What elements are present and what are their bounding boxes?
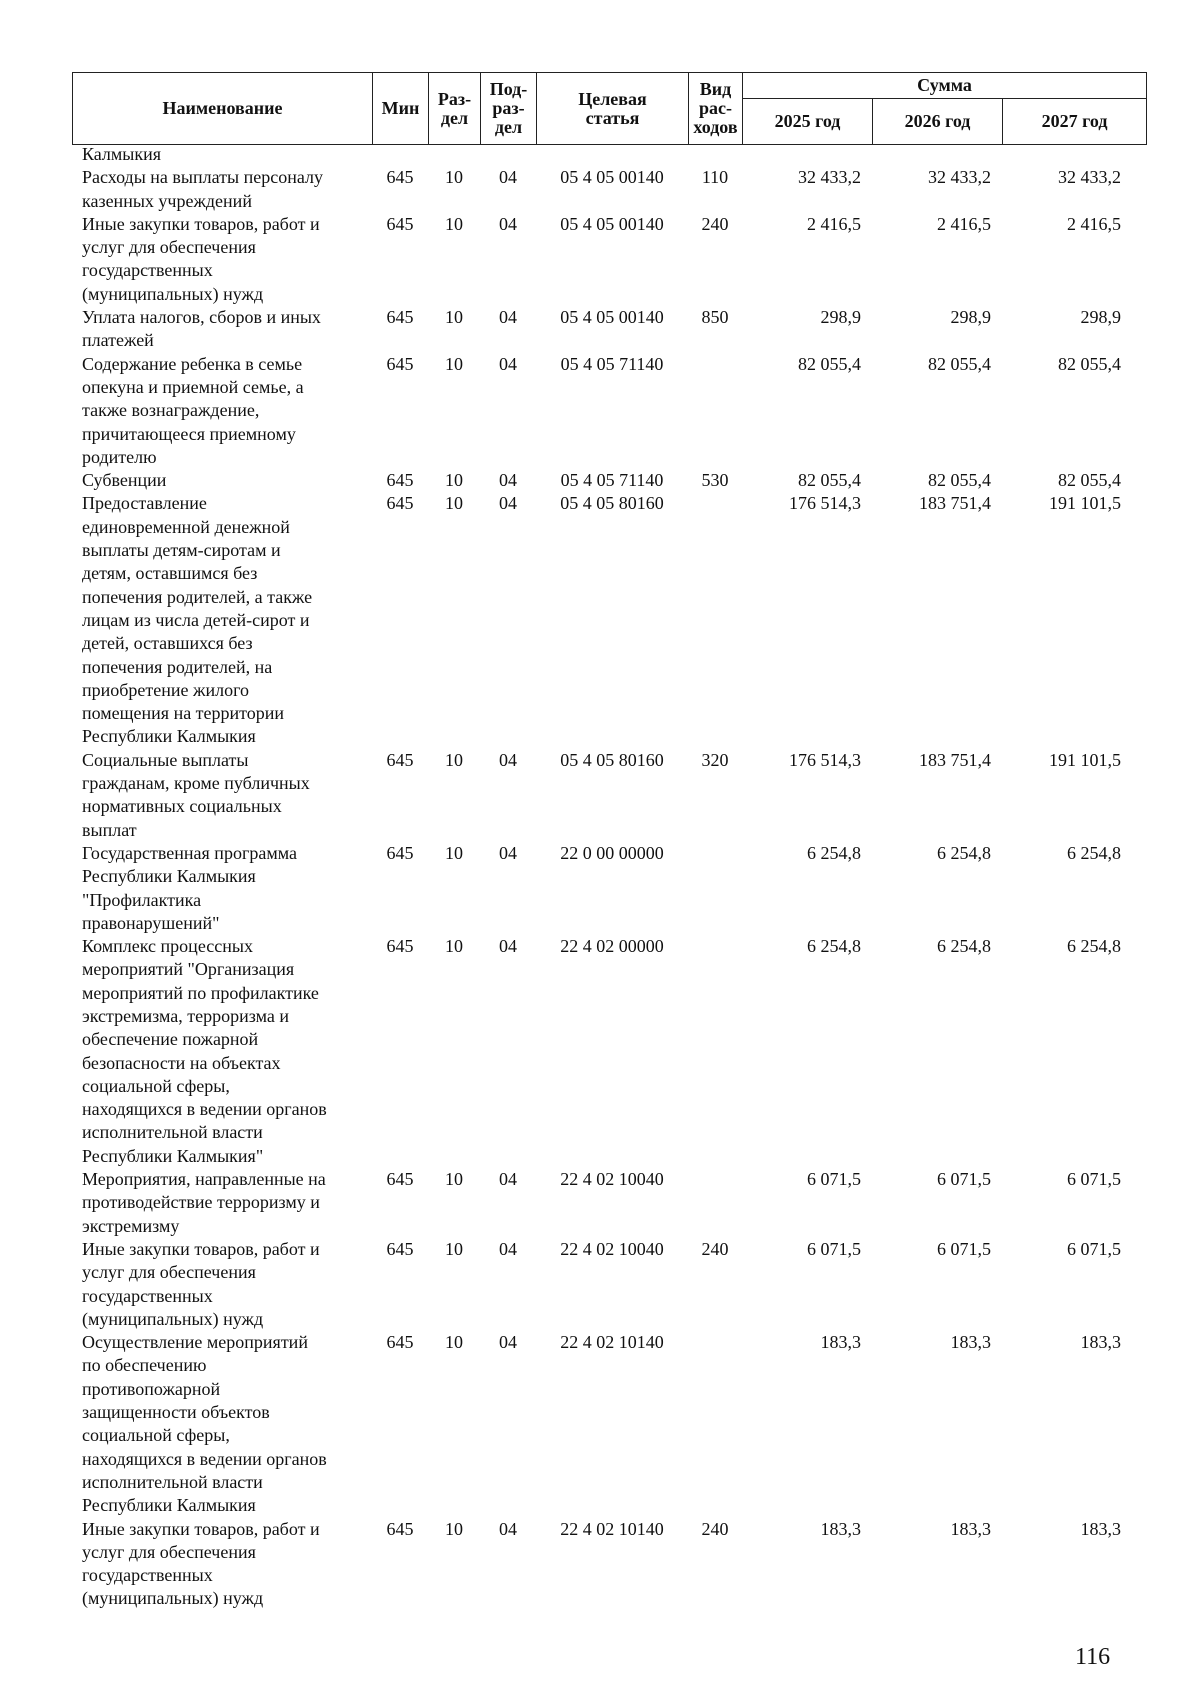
table-body bbox=[72, 143, 1146, 1611]
sum-2027-cell: 298,9 bbox=[1080, 307, 1121, 328]
sum-2027-cell: 6 254,8 bbox=[1067, 936, 1121, 957]
podrazdel-cell: 04 bbox=[499, 470, 517, 491]
sum-2025-cell: 6 071,5 bbox=[807, 1169, 861, 1190]
header-razdel-line: Раз- bbox=[437, 88, 472, 109]
name-cell bbox=[72, 469, 372, 492]
name-line: приобретение жилого bbox=[82, 679, 250, 700]
name-cell bbox=[72, 492, 372, 748]
sum-2025-cell: 176 514,3 bbox=[789, 493, 861, 514]
razdel-cell: 10 bbox=[445, 1169, 463, 1190]
sum-2026-cell: 6 254,8 bbox=[937, 842, 991, 863]
name-line: казенных учреждений bbox=[82, 190, 252, 211]
header-year-2025: 2025 год bbox=[743, 99, 873, 145]
razdel-cell: 10 bbox=[445, 842, 463, 863]
razdel-cell: 10 bbox=[445, 213, 463, 234]
name-line: противопожарной bbox=[82, 1378, 221, 1399]
min-cell: 645 bbox=[386, 936, 414, 957]
name-line: государственных bbox=[82, 1565, 213, 1586]
name-line: также вознаграждение, bbox=[82, 400, 260, 421]
sum-2027-cell: 82 055,4 bbox=[1058, 470, 1121, 491]
header-summa: Сумма bbox=[743, 73, 1147, 99]
cel-statya-cell: 22 4 02 10040 bbox=[560, 1238, 664, 1259]
name-line: по обеспечению bbox=[82, 1355, 207, 1376]
cel-statya-cell: 05 4 05 00140 bbox=[560, 213, 664, 234]
sum-2025-cell: 82 055,4 bbox=[798, 470, 861, 491]
sum-2026-cell: 82 055,4 bbox=[928, 470, 991, 491]
vid-rashodov-cell: 850 bbox=[701, 307, 729, 328]
header-cel-statya-line: Целевая bbox=[578, 88, 647, 109]
name-line: помещения на территории bbox=[82, 703, 285, 724]
header-cel-statya-line: статья bbox=[585, 107, 640, 128]
table-row bbox=[72, 143, 1146, 166]
razdel-cell: 10 bbox=[445, 167, 463, 188]
razdel-cell: 10 bbox=[445, 1518, 463, 1539]
sum-2026-cell: 183,3 bbox=[950, 1518, 991, 1539]
name-line: Иные закупки товаров, работ и bbox=[82, 213, 320, 234]
name-line: Расходы на выплаты персоналу bbox=[82, 167, 323, 188]
header-vid-rashodov-line: Вид bbox=[699, 79, 732, 99]
header-year-2026: 2026 год bbox=[873, 99, 1003, 145]
razdel-cell: 10 bbox=[445, 307, 463, 328]
vid-rashodov-cell: 320 bbox=[701, 749, 729, 770]
header-razdel bbox=[429, 73, 481, 145]
name-line: Калмыкия bbox=[82, 144, 162, 164]
table-row bbox=[72, 306, 1146, 353]
razdel-cell: 10 bbox=[445, 493, 463, 514]
name-line: правонарушений" bbox=[82, 912, 220, 933]
name-line: Республики Калмыкия bbox=[82, 1495, 256, 1516]
podrazdel-cell: 04 bbox=[499, 1518, 517, 1539]
vid-rashodov-cell: 240 bbox=[701, 1518, 729, 1539]
sum-2027-cell: 6 254,8 bbox=[1067, 842, 1121, 863]
name-line: безопасности на объектах bbox=[82, 1052, 281, 1073]
vid-rashodov-cell: 530 bbox=[701, 470, 729, 491]
name-cell bbox=[72, 935, 372, 1168]
sum-2026-cell: 6 254,8 bbox=[937, 936, 991, 957]
table-row bbox=[72, 1168, 1146, 1238]
name-line: гражданам, кроме публичных bbox=[82, 773, 310, 794]
min-cell: 645 bbox=[386, 213, 414, 234]
name-line: попечения родителей, а также bbox=[82, 586, 313, 607]
cel-statya-cell: 22 4 02 10140 bbox=[560, 1332, 664, 1353]
razdel-cell: 10 bbox=[445, 470, 463, 491]
min-cell: 645 bbox=[386, 307, 414, 328]
sum-2027-cell: 191 101,5 bbox=[1049, 493, 1121, 514]
sum-2025-cell: 183,3 bbox=[820, 1518, 861, 1539]
sum-2025-cell: 298,9 bbox=[820, 307, 861, 328]
sum-2027-cell: 6 071,5 bbox=[1067, 1238, 1121, 1259]
name-line: Республики Калмыкия bbox=[82, 866, 256, 887]
cel-statya-cell: 05 4 05 00140 bbox=[560, 167, 664, 188]
table-row bbox=[72, 166, 1146, 213]
table-row bbox=[72, 492, 1146, 748]
name-line: находящихся в ведении органов bbox=[82, 1099, 327, 1120]
sum-2026-cell: 32 433,2 bbox=[928, 167, 991, 188]
name-line: Предоставление bbox=[82, 493, 207, 514]
name-line: услуг для обеспечения bbox=[82, 237, 256, 258]
sum-2026-cell: 298,9 bbox=[950, 307, 991, 328]
podrazdel-cell: 04 bbox=[499, 749, 517, 770]
name-line: Иные закупки товаров, работ и bbox=[82, 1238, 320, 1259]
vid-rashodov-cell: 240 bbox=[701, 213, 729, 234]
name-line: (муниципальных) нужд bbox=[82, 1308, 264, 1329]
name-line: исполнительной власти bbox=[82, 1122, 263, 1143]
table-row bbox=[72, 1238, 1146, 1331]
name-line: "Профилактика bbox=[82, 889, 202, 910]
sum-2027-cell: 2 416,5 bbox=[1067, 213, 1121, 234]
name-line: Содержание ребенка в семье bbox=[82, 353, 303, 374]
sum-2027-cell: 183,3 bbox=[1080, 1518, 1121, 1539]
sum-2025-cell: 2 416,5 bbox=[807, 213, 861, 234]
min-cell: 645 bbox=[386, 1332, 414, 1353]
sum-2025-cell: 6 254,8 bbox=[807, 936, 861, 957]
name-cell bbox=[72, 213, 372, 306]
table-row bbox=[72, 749, 1146, 842]
name-line: опекуна и приемной семье, а bbox=[82, 376, 304, 397]
razdel-cell: 10 bbox=[445, 936, 463, 957]
sum-2027-cell: 32 433,2 bbox=[1058, 167, 1121, 188]
sum-2026-cell: 6 071,5 bbox=[937, 1238, 991, 1259]
sum-2025-cell: 32 433,2 bbox=[798, 167, 861, 188]
name-cell bbox=[72, 306, 372, 353]
name-line: лицам из числа детей-сирот и bbox=[82, 609, 310, 630]
name-line: Государственная программа bbox=[82, 842, 297, 863]
min-cell: 645 bbox=[386, 749, 414, 770]
name-line: нормативных социальных bbox=[82, 796, 282, 817]
cel-statya-cell: 05 4 05 71140 bbox=[560, 470, 664, 491]
podrazdel-cell: 04 bbox=[499, 493, 517, 514]
name-line: причитающееся приемному bbox=[82, 423, 296, 444]
name-line: экстремизму bbox=[82, 1215, 180, 1236]
name-line: экстремизма, терроризма и bbox=[82, 1005, 289, 1026]
podrazdel-cell: 04 bbox=[499, 213, 517, 234]
header-razdel-line: дел bbox=[440, 107, 469, 128]
table-header bbox=[72, 72, 1147, 145]
name-line: попечения родителей, на bbox=[82, 656, 273, 677]
header-podrazdel-line: дел bbox=[494, 117, 523, 137]
min-cell: 645 bbox=[386, 1238, 414, 1259]
cel-statya-cell: 22 0 00 00000 bbox=[560, 842, 664, 863]
header-year-2027: 2027 год bbox=[1003, 99, 1147, 145]
sum-2026-cell: 2 416,5 bbox=[937, 213, 991, 234]
sum-2025-cell: 176 514,3 bbox=[789, 749, 861, 770]
name-line: мероприятий по профилактике bbox=[82, 982, 319, 1003]
name-line: родителю bbox=[82, 446, 157, 467]
cel-statya-cell: 22 4 02 10140 bbox=[560, 1518, 664, 1539]
name-line: социальной сферы, bbox=[82, 1425, 230, 1446]
table-row bbox=[72, 353, 1146, 469]
name-line: платежей bbox=[82, 330, 154, 351]
min-cell: 645 bbox=[386, 1169, 414, 1190]
header-vid-rashodov-line: рас- bbox=[699, 98, 732, 118]
name-cell bbox=[72, 842, 372, 935]
vid-rashodov-cell: 110 bbox=[701, 167, 729, 188]
name-line: государственных bbox=[82, 260, 213, 281]
name-line: детей, оставшихся без bbox=[82, 633, 253, 654]
podrazdel-cell: 04 bbox=[499, 1332, 517, 1353]
table-row bbox=[72, 1518, 1146, 1611]
name-line: мероприятий "Организация bbox=[82, 959, 295, 980]
name-cell bbox=[72, 749, 372, 842]
sum-2027-cell: 82 055,4 bbox=[1058, 353, 1121, 374]
name-cell bbox=[72, 1238, 372, 1331]
page-number: 116 bbox=[1075, 1644, 1111, 1670]
name-line: обеспечение пожарной bbox=[82, 1029, 259, 1050]
name-line: Комплекс процессных bbox=[82, 936, 253, 957]
name-line: выплат bbox=[82, 819, 137, 840]
razdel-cell: 10 bbox=[445, 353, 463, 374]
name-line: единовременной денежной bbox=[82, 516, 290, 537]
name-line: находящихся в ведении органов bbox=[82, 1448, 327, 1469]
header-podrazdel bbox=[481, 73, 537, 145]
name-line: (муниципальных) нужд bbox=[82, 283, 264, 304]
name-line: социальной сферы, bbox=[82, 1075, 230, 1096]
min-cell: 645 bbox=[386, 842, 414, 863]
name-line: Иные закупки товаров, работ и bbox=[82, 1518, 320, 1539]
podrazdel-cell: 04 bbox=[499, 1169, 517, 1190]
cel-statya-cell: 22 4 02 00000 bbox=[560, 936, 664, 957]
name-line: услуг для обеспечения bbox=[82, 1262, 256, 1283]
name-line: противодействие терроризму и bbox=[82, 1192, 320, 1213]
header-vid-rashodov-line: ходов bbox=[693, 117, 738, 137]
razdel-cell: 10 bbox=[445, 1332, 463, 1353]
sum-2027-cell: 191 101,5 bbox=[1049, 749, 1121, 770]
podrazdel-cell: 04 bbox=[499, 842, 517, 863]
header-podrazdel-line: Под- bbox=[489, 79, 528, 99]
sum-2026-cell: 82 055,4 bbox=[928, 353, 991, 374]
min-cell: 645 bbox=[386, 353, 414, 374]
sum-2025-cell: 6 254,8 bbox=[807, 842, 861, 863]
min-cell: 645 bbox=[386, 493, 414, 514]
name-line: Мероприятия, направленные на bbox=[82, 1169, 326, 1190]
name-line: детям, оставшимся без bbox=[82, 563, 258, 584]
name-cell bbox=[72, 1518, 372, 1611]
table-row bbox=[72, 935, 1146, 1168]
table-row bbox=[72, 1331, 1146, 1517]
min-cell: 645 bbox=[386, 470, 414, 491]
header-podrazdel-line: раз- bbox=[492, 98, 525, 118]
header-name: Наименование bbox=[73, 73, 373, 145]
sum-2025-cell: 183,3 bbox=[820, 1332, 861, 1353]
header-cel-statya bbox=[537, 73, 689, 145]
sum-2026-cell: 183 751,4 bbox=[919, 493, 991, 514]
podrazdel-cell: 04 bbox=[499, 167, 517, 188]
name-line: выплаты детям-сиротам и bbox=[82, 540, 281, 561]
name-line: защищенности объектов bbox=[82, 1402, 270, 1423]
sum-2026-cell: 6 071,5 bbox=[937, 1169, 991, 1190]
cel-statya-cell: 05 4 05 71140 bbox=[560, 353, 664, 374]
razdel-cell: 10 bbox=[445, 749, 463, 770]
podrazdel-cell: 04 bbox=[499, 936, 517, 957]
podrazdel-cell: 04 bbox=[499, 1238, 517, 1259]
min-cell: 645 bbox=[386, 167, 414, 188]
header-vid-rashodov bbox=[689, 73, 743, 145]
table-row bbox=[72, 469, 1146, 492]
podrazdel-cell: 04 bbox=[499, 353, 517, 374]
name-cell bbox=[72, 166, 372, 213]
name-line: Социальные выплаты bbox=[82, 749, 249, 770]
name-line: государственных bbox=[82, 1285, 213, 1306]
razdel-cell: 10 bbox=[445, 1238, 463, 1259]
cel-statya-cell: 05 4 05 00140 bbox=[560, 307, 664, 328]
min-cell: 645 bbox=[386, 1518, 414, 1539]
cel-statya-cell: 05 4 05 80160 bbox=[560, 749, 664, 770]
sum-2027-cell: 183,3 bbox=[1080, 1332, 1121, 1353]
table-row bbox=[72, 842, 1146, 935]
sum-2025-cell: 6 071,5 bbox=[807, 1238, 861, 1259]
name-line: Республики Калмыкия" bbox=[82, 1145, 264, 1166]
name-line: услуг для обеспечения bbox=[82, 1541, 256, 1562]
name-cell bbox=[72, 353, 372, 469]
name-line: Субвенции bbox=[82, 470, 167, 491]
name-cell bbox=[72, 143, 372, 166]
podrazdel-cell: 04 bbox=[499, 307, 517, 328]
cel-statya-cell: 22 4 02 10040 bbox=[560, 1169, 664, 1190]
name-line: исполнительной власти bbox=[82, 1471, 263, 1492]
sum-2026-cell: 183 751,4 bbox=[919, 749, 991, 770]
name-cell bbox=[72, 1331, 372, 1517]
table-row bbox=[72, 213, 1146, 306]
vid-rashodov-cell: 240 bbox=[701, 1238, 729, 1259]
name-line: Республики Калмыкия bbox=[82, 726, 256, 747]
cel-statya-cell: 05 4 05 80160 bbox=[560, 493, 664, 514]
sum-2026-cell: 183,3 bbox=[950, 1332, 991, 1353]
sum-2027-cell: 6 071,5 bbox=[1067, 1169, 1121, 1190]
name-line: Уплата налогов, сборов и иных bbox=[82, 307, 321, 328]
header-min: Мин bbox=[373, 73, 429, 145]
name-line: (муниципальных) нужд bbox=[82, 1588, 264, 1609]
name-line: Осуществление мероприятий bbox=[82, 1332, 308, 1353]
name-cell bbox=[72, 1168, 372, 1238]
sum-2025-cell: 82 055,4 bbox=[798, 353, 861, 374]
